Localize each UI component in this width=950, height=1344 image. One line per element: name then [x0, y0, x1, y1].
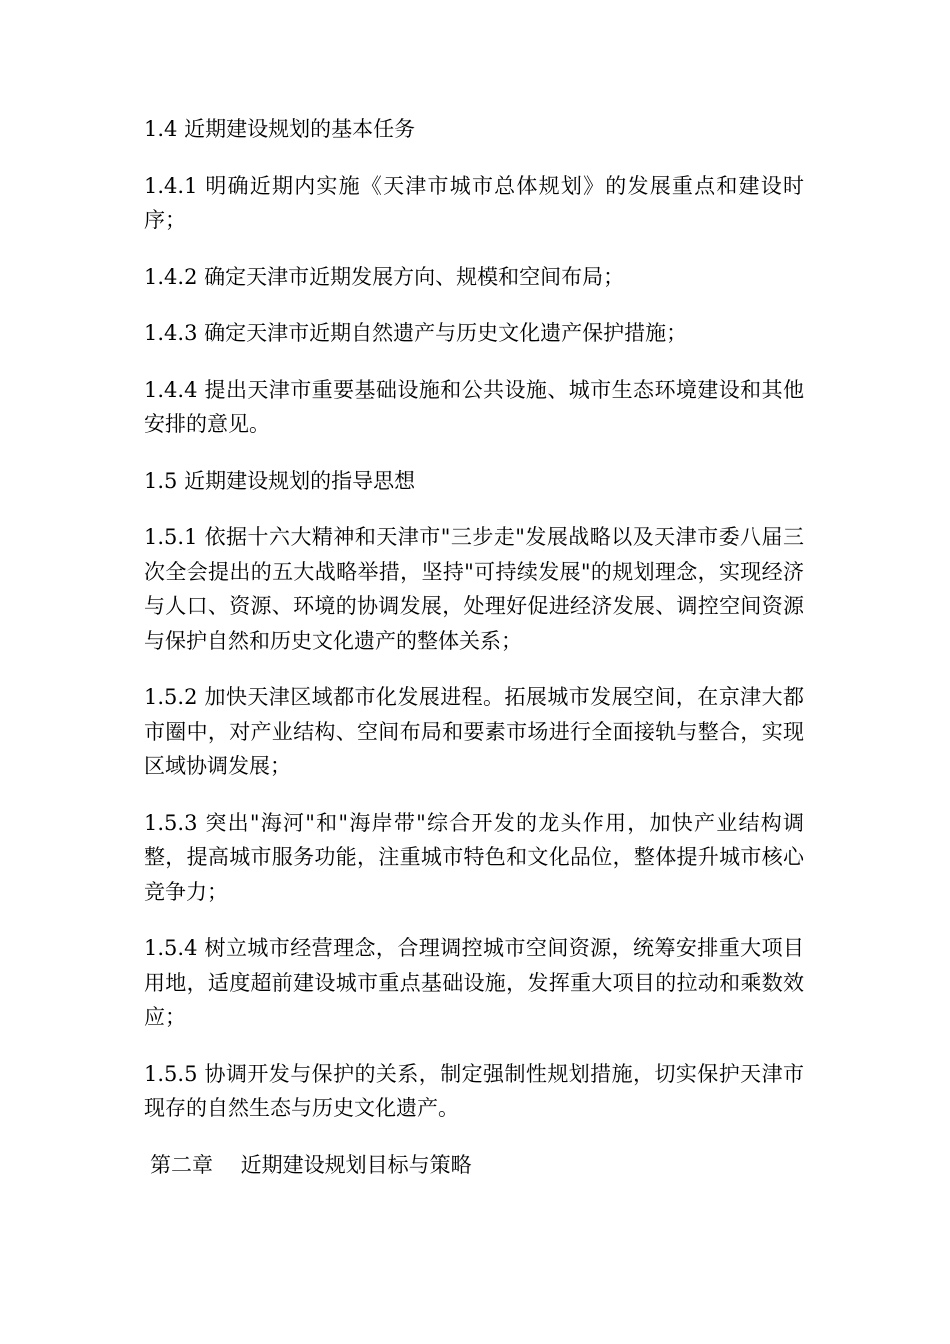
section-heading-1-4: 1.4 近期建设规划的基本任务: [144, 117, 416, 141]
paragraph-1-5-1: 1.5.1 依据十六大精神和天津市"三步走"发展战略以及天津市委八届三次全会提出的五大战略举措，坚持"可持续发展"的规划理念，实现经济与人口、资源、环境的协调发展，处理好促进经济发展、调控空间资源与保护自然和历史文化遗产的整体关系；: [144, 525, 804, 653]
chapter-heading: 第二章 近期建设规划目标与策略: [150, 1152, 472, 1177]
paragraph-1-4-3: 1.4.3 确定天津市近期自然遗产与历史文化遗产保护措施；: [144, 321, 688, 345]
section-heading-1-5: 1.5 近期建设规划的指导思想: [144, 468, 416, 493]
paragraph-1-5-4: 1.5.4 树立城市经营理念，合理调控城市空间资源，统筹安排重大项目用地，适度超前建设城市重点基础设施，发挥重大项目的拉动和乘数效应；: [144, 936, 804, 1029]
paragraph-1-4-2: 1.4.2 确定天津市近期发展方向、规模和空间布局；: [144, 264, 625, 289]
paragraph-1-4-4: 1.4.4 提出天津市重要基础设施和公共设施、城市生态环境建设和其他安排的意见。: [144, 377, 804, 436]
paragraph-1-5-2: 1.5.2 加快天津区域都市化发展进程。拓展城市发展空间，在京津大都市圈中，对产业结构、空间布局和要素市场进行全面接轨与整合，实现区域协调发展；: [144, 685, 804, 778]
document-page: [144, 112, 804, 1182]
paragraph-1-4-1: 1.4.1 明确近期内实施《天津市城市总体规划》的发展重点和建设时序；: [144, 173, 804, 232]
paragraph-1-5-5: 1.5.5 协调开发与保护的关系，制定强制性规划措施，切实保护天津市现存的自然生态与历史文化遗产。: [144, 1061, 804, 1120]
paragraph-1-5-3: 1.5.3 突出"海河"和"海岸带"综合开发的龙头作用，加快产业结构调整，提高城市服务功能，注重城市特色和文化品位，整体提升城市核心竞争力；: [144, 810, 804, 904]
